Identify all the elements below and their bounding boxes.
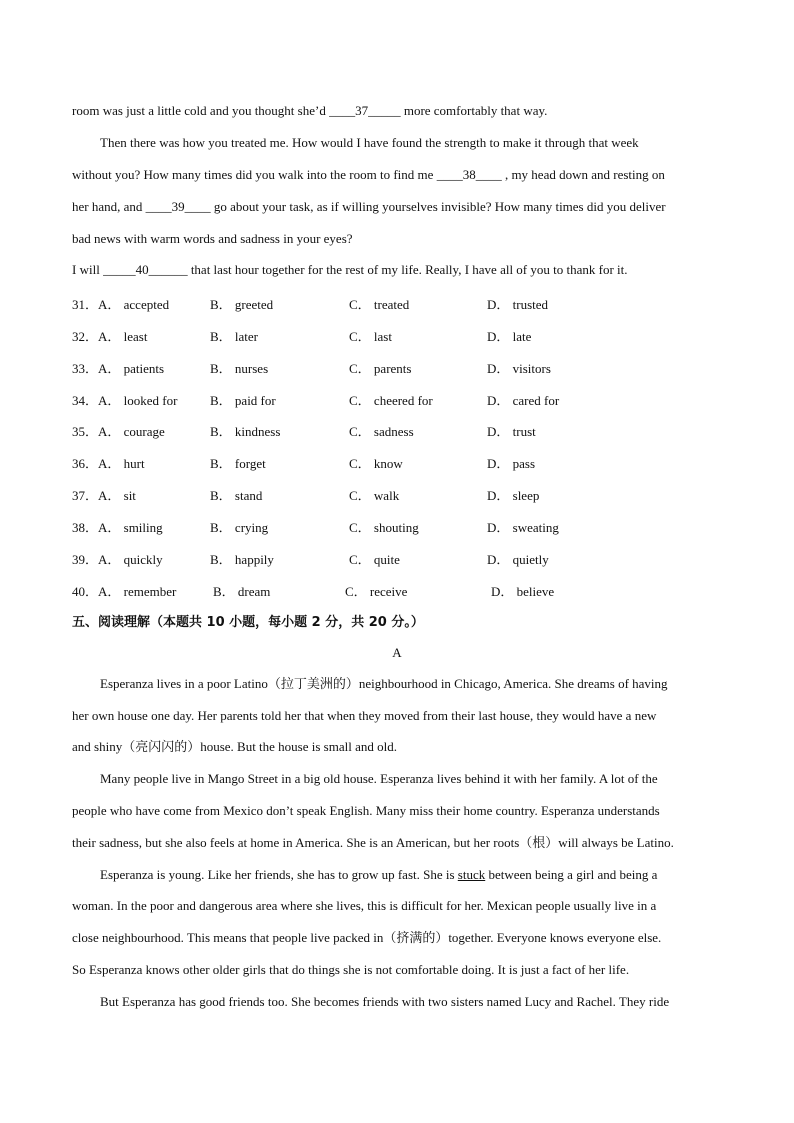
option-d: D． trusted [487,297,549,312]
passage-line: But Esperanza has good friends too. She becomes friends with two sisters named Lucy and Rachel. They ride [100,994,670,1009]
blank-37: ____37_____ [329,103,401,118]
passage-line: woman. In the poor and dangerous area where she lives, this is difficult for her. Mexican people usually live in a [72,898,657,913]
question-row [72,294,692,310]
underlined-word: stuck [457,867,486,882]
option-b: B． stand [210,488,263,503]
blank-40: _____40______ [103,262,188,277]
passage-line: Esperanza lives in a poor Latino（拉丁美洲的）neighbourhood in Chicago, America. She dreams of having [100,676,668,691]
option-d: D． pass [487,456,536,471]
option-b: B． later [210,329,259,344]
text: more comfortably that way. [400,103,548,118]
option-c: C． cheered for [349,393,433,408]
option-b: B． greeted [210,297,274,312]
passage-line [100,867,657,883]
option-c: C． sadness [349,424,414,439]
option-b: B． dream [213,584,271,599]
option-d: D． believe [491,584,555,599]
option-a: 39．A． quickly [72,552,163,567]
text: go about your task, as if willing yourselves invisible? How many times did you deliver [210,199,666,214]
passage-label: A [392,645,402,660]
option-a: 37．A． sit [72,488,136,503]
option-b: B． crying [210,520,269,535]
blank-39: ____39____ [145,199,211,214]
text: that last hour together for the rest of my life. Really, I have all of you to thank for it. [187,262,628,277]
option-b: B． kindness [210,424,281,439]
option-d: D． sweating [487,520,559,535]
question-row [72,517,692,533]
option-d: D． visitors [487,361,551,376]
text: without you? How many times did you walk into the room to find me [72,167,437,182]
option-d: D． trust [487,424,536,439]
passage-line [100,135,639,151]
question-row [72,549,692,565]
text: I will [72,262,104,277]
option-a: 32．A． least [72,329,148,344]
text: Then there was how you treated me. How would I have found the strength to make it through that week [100,135,639,150]
option-a: 34．A． looked for [72,393,178,408]
question-row [72,390,692,406]
option-a: 36．A． hurt [72,456,145,471]
text: Esperanza is young. Like her friends, she has to grow up fast. She is [100,867,458,882]
passage-line: close neighbourhood. This means that people live packed in（挤满的）together. Everyone knows everyone else. [72,930,662,945]
question-row [72,581,692,597]
text: between being a girl and being a [485,867,658,882]
option-c: C． shouting [349,520,419,535]
passage-line [72,167,665,183]
text: her hand, and [72,199,146,214]
question-row [72,485,692,501]
text: bad news with warm words and sadness in your eyes? [72,231,353,246]
option-d: D． quietly [487,552,549,567]
option-a: 31．A． accepted [72,297,170,312]
passage-line: Many people live in Mango Street in a big old house. Esperanza lives behind it with her family. A lot of the [100,771,658,786]
text: , my head down and resting on [501,167,665,182]
section-heading: 五、阅读理解（本题共 10 小题，每小题 2 分，共 20 分。） [72,615,424,630]
option-a: 35．A． courage [72,424,165,439]
option-c: C． receive [345,584,408,599]
question-row [72,453,692,469]
passage-line: and shiny（亮闪闪的）house. But the house is small and old. [72,739,397,754]
passage-line [72,199,666,215]
option-a: 38．A． smiling [72,520,163,535]
option-d: D． cared for [487,393,560,408]
option-c: C． parents [349,361,412,376]
passage-line: So Esperanza knows other older girls that do things she is not comfortable doing. It is just a fact of her life. [72,962,630,977]
option-c: C． walk [349,488,400,503]
passage-line: her own house one day. Her parents told her that when they moved from their last house, they would have a new [72,708,657,723]
option-c: C． last [349,329,392,344]
question-row [72,421,692,437]
option-b: B． nurses [210,361,269,376]
option-c: C． treated [349,297,410,312]
option-b: B． happily [210,552,274,567]
passage-line [72,103,547,119]
option-a: 33．A． patients [72,361,165,376]
question-row [72,326,692,342]
passage-line: people who have come from Mexico don’t speak English. Many miss their home country. Esperanza understands [72,803,660,818]
passage-line [72,231,353,247]
option-d: D． late [487,329,532,344]
text: room was just a little cold and you thought she’d [72,103,330,118]
passage-line [72,262,628,278]
option-b: B． forget [210,456,266,471]
option-a: 40．A． remember [72,584,177,599]
option-b: B． paid for [210,393,276,408]
question-row [72,358,692,374]
option-c: C． know [349,456,403,471]
option-d: D． sleep [487,488,540,503]
option-c: C． quite [349,552,400,567]
blank-38: ____38____ [436,167,502,182]
passage-line: their sadness, but she also feels at home in America. She is an American, but her roots（根）will always be Latino. [72,835,674,850]
